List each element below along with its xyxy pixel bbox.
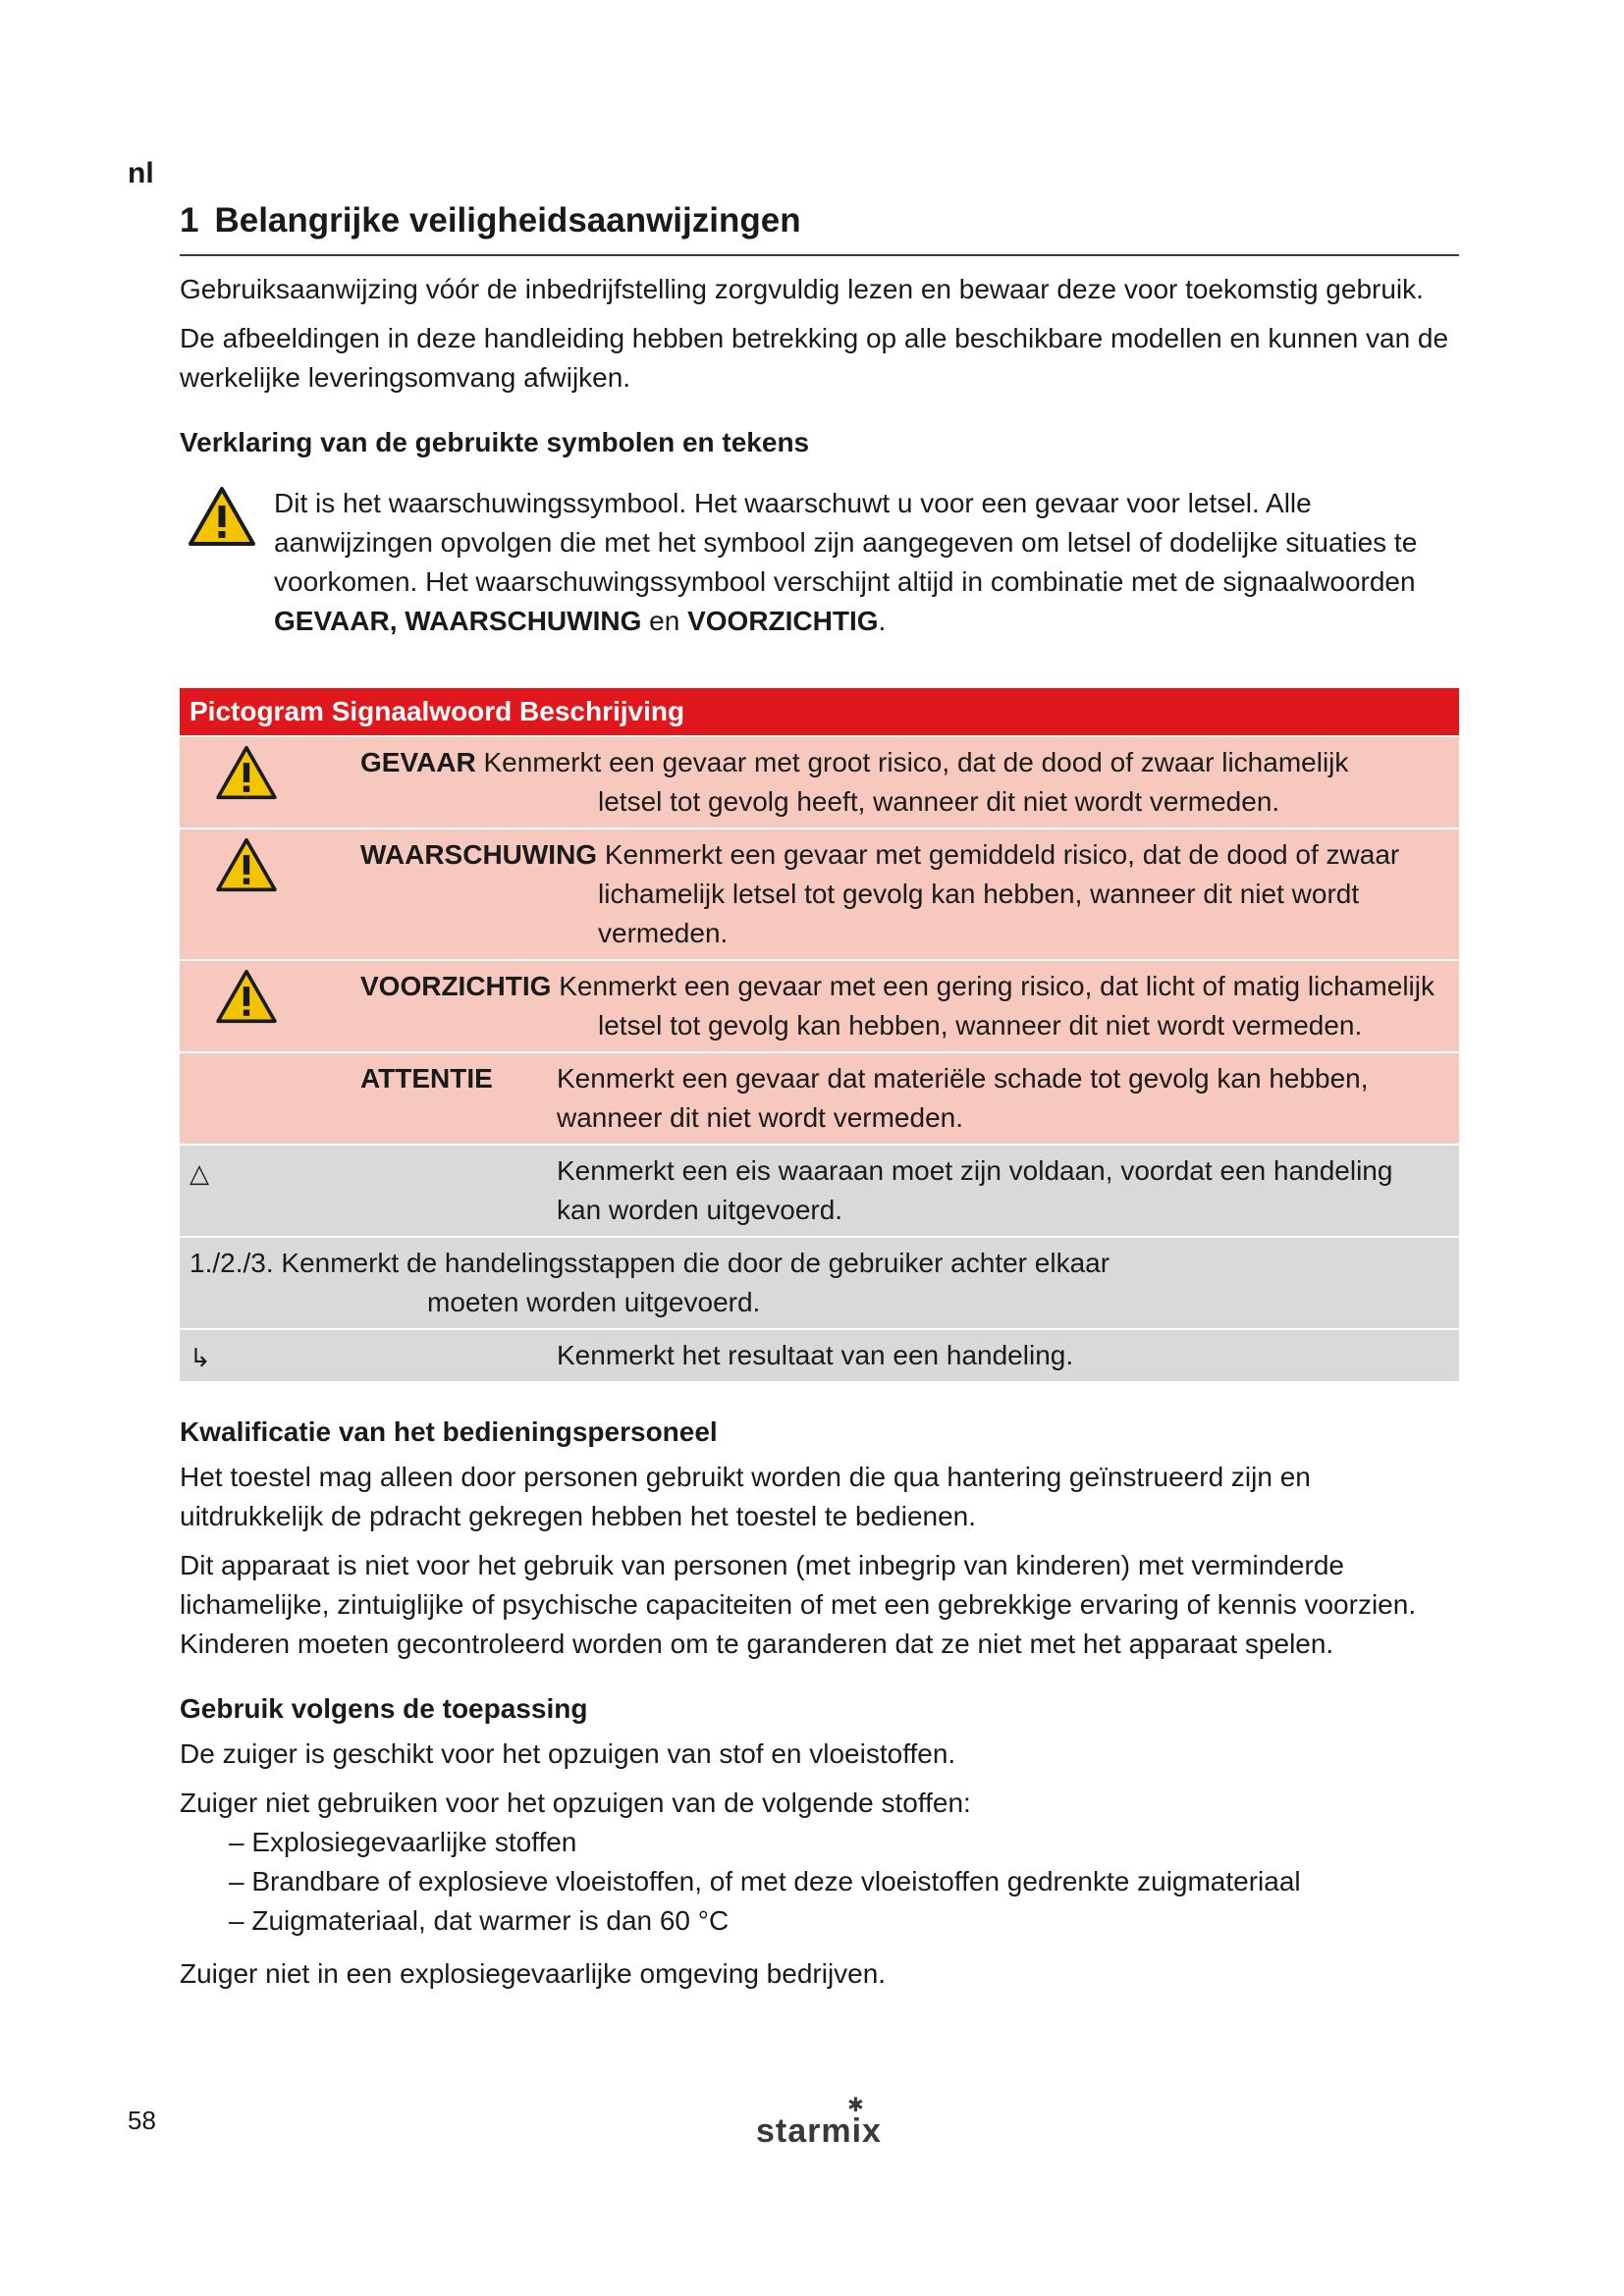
warning-triangle-icon: [180, 829, 360, 959]
warning-symbol-text: Dit is het waarschuwingssymbool. Het waarschuwt u voor een gevaar voor letsel. Alle aanwijzingen opvolgen die met het symbool zijn aangegeven om letsel of dodelijke situaties te voorkomen. Het waarschuwingssymbool verschijnt altijd in combinatie met de signaalwoorden GEVAAR, WAARSCHUWING en VOORZICHTIG.: [274, 488, 1418, 636]
symbols-heading: Verklaring van de gebruikte symbolen en tekens: [180, 427, 810, 457]
warning-triangle-icon: [180, 484, 274, 641]
result-arrow-icon: ↳: [189, 1343, 211, 1372]
list-item: – Zuigmateriaal, dat warmer is dan 60 °C: [229, 1901, 1459, 1941]
section-title: [180, 201, 1459, 256]
warning-triangle-icon: [180, 737, 360, 828]
page-content: [180, 201, 1459, 1994]
signal-word-gevaar: GEVAAR: [360, 747, 476, 777]
table-row: GEVAAR Kenmerkt een gevaar met groot risico, dat de dood of zwaar lichamelijk letsel tot gevolg heeft, wanneer dit niet wordt vermeden.: [180, 737, 1459, 828]
table-row: ATTENTIE Kenmerkt een gevaar dat materiële schade tot gevolg kan hebben, wanneer dit niet wordt vermeden.: [180, 1053, 1459, 1144]
signal-word-waarschuwing: WAARSCHUWING: [360, 839, 598, 870]
signal-word-attentie: ATTENTIE: [360, 1053, 557, 1144]
usage-paragraph-1: De zuiger is geschikt voor het opzuigen van stof en vloeistoffen.: [180, 1738, 956, 1769]
warning-triangle-icon: [180, 961, 360, 1051]
section-title-text: Belangrijke veiligheidsaanwijzingen: [214, 201, 801, 240]
list-item: – Explosiegevaarlijke stoffen: [229, 1823, 1459, 1862]
qualification-paragraph-2: Dit apparaat is niet voor het gebruik van personen (met inbegrip van kinderen) met verminderde lichamelijke, zintuiglijke of psychische capaciteiten of met een gebrekkige ervaring of kennis voorzien. Kinderen moeten gecontroleerd worden om te garanderen dat ze niet met het apparaat spelen.: [180, 1550, 1417, 1659]
prerequisite-triangle-icon: △: [189, 1158, 209, 1188]
table-row: WAARSCHUWING Kenmerkt een gevaar met gemiddeld risico, dat de dood of zwaar lichamelijk letsel tot gevolg kan hebben, wanneer dit niet wordt vermeden.: [180, 829, 1459, 959]
section-number: 1: [180, 201, 199, 240]
page-number: 58: [128, 2106, 156, 2135]
intro-paragraph-2: De afbeeldingen in deze handleiding hebben betrekking op alle beschikbare modellen en kunnen van de werkelijke leveringsomvang afwijken.: [180, 323, 1449, 393]
usage-paragraph-2: Zuiger niet gebruiken voor het opzuigen van de volgende stoffen:: [180, 1788, 971, 1818]
usage-heading: Gebruik volgens de toepassing: [180, 1693, 588, 1724]
qualification-heading: Kwalificatie van het bedieningspersoneel: [180, 1416, 718, 1447]
table-row: VOORZICHTIG Kenmerkt een gevaar met een gering risico, dat licht of matig lichamelijk letsel tot gevolg kan hebben, wanneer dit niet wordt vermeden.: [180, 961, 1459, 1051]
starmix-logo: ✱ starmix: [756, 2095, 882, 2150]
warning-symbol-explanation: [180, 484, 1459, 641]
list-item: – Brandbare of explosieve vloeistoffen, of met deze vloeistoffen gedrenkte zuigmateriaal: [229, 1862, 1459, 1901]
language-tag: nl: [128, 157, 154, 189]
star-icon: ✱: [847, 2095, 865, 2116]
usage-paragraph-3: Zuiger niet in een explosiegevaarlijke omgeving bedrijven.: [180, 1958, 887, 1989]
prohibited-substances-list: [180, 1823, 1459, 1941]
table-row: △ Kenmerkt een eis waaraan moet zijn voldaan, voordat een handeling kan worden uitgevoerd.: [180, 1146, 1459, 1236]
signal-word-table: [180, 686, 1459, 1383]
qualification-paragraph-1: Het toestel mag alleen door personen gebruikt worden die qua hantering geïnstrueerd zijn en uitdrukkelijk de pdracht gekregen hebben het toestel te bedienen.: [180, 1462, 1311, 1531]
intro-paragraph-1: Gebruiksaanwijzing vóór de inbedrijfstelling zorgvuldig lezen en bewaar deze voor toekomstig gebruik.: [180, 274, 1424, 304]
signal-word-voorzichtig: VOORZICHTIG: [360, 971, 552, 1001]
table-row: ↳ Kenmerkt het resultaat van een handeling.: [180, 1330, 1459, 1381]
table-header: Pictogram Signaalwoord Beschrijving: [180, 688, 1459, 735]
table-row: 1./2./3. Kenmerkt de handelingsstappen die door de gebruiker achter elkaar moeten worden uitgevoerd.: [180, 1238, 1459, 1328]
